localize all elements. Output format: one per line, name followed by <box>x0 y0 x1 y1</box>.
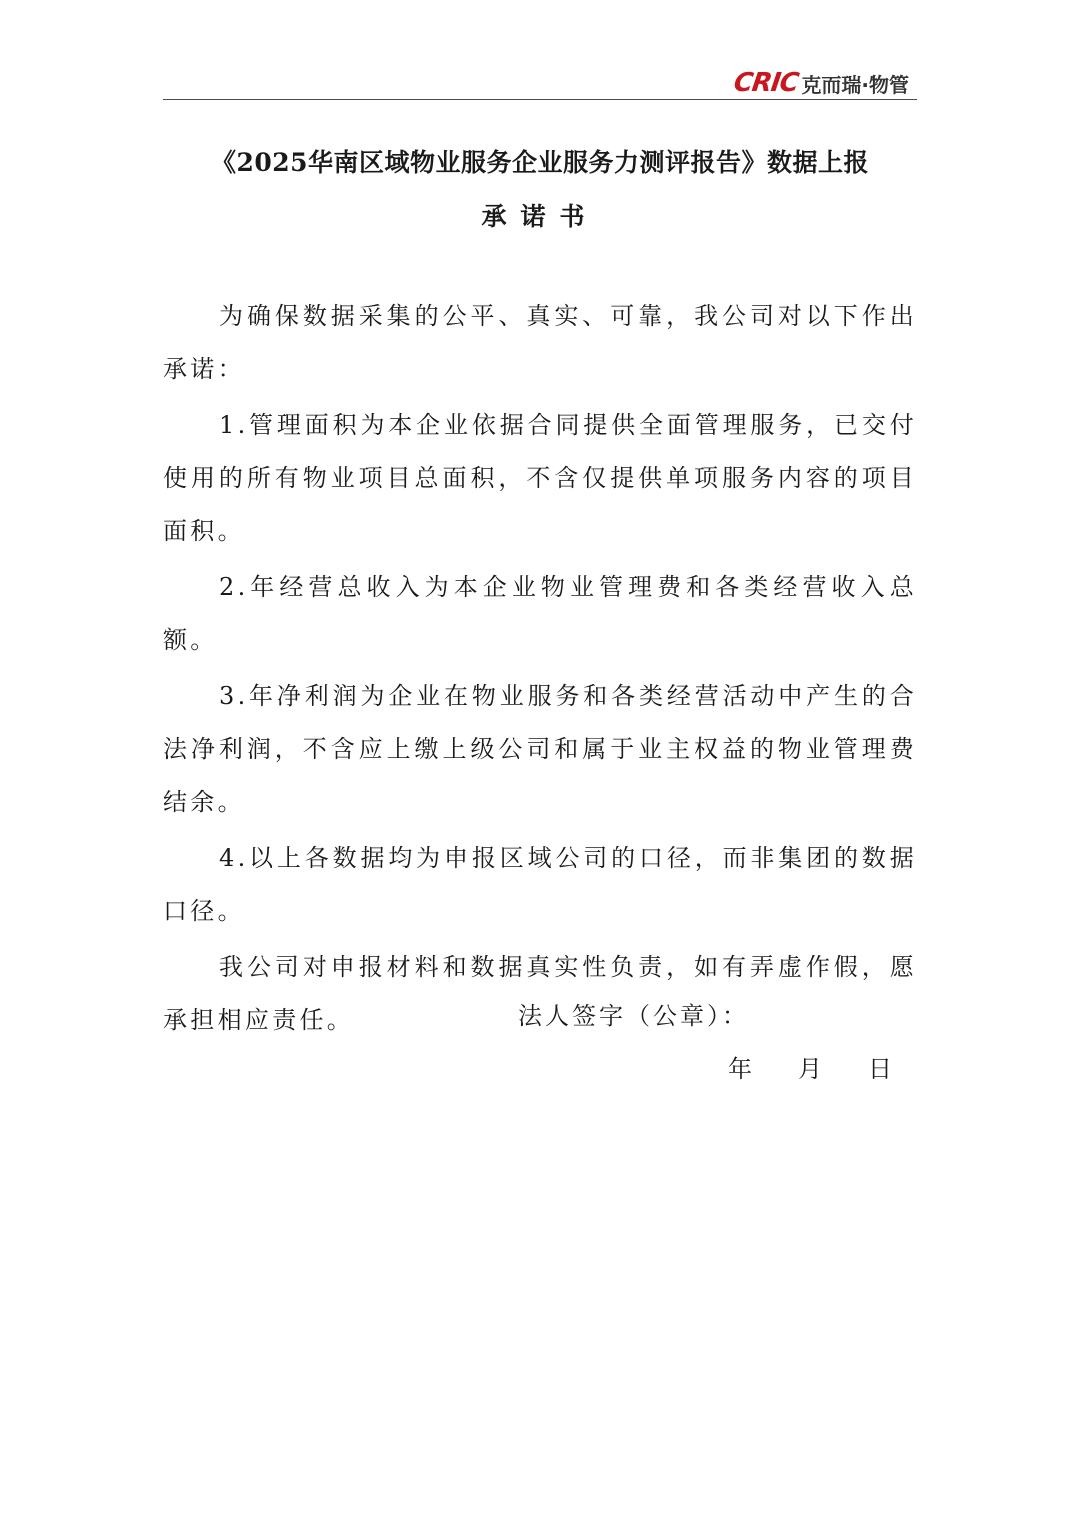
paragraph-item-2: 2.年经营总收入为本企业物业管理费和各类经营收入总额。 <box>163 573 917 654</box>
paragraph-item-4: 4.以上各数据均为申报区域公司的口径，而非集团的数据口径。 <box>163 844 917 925</box>
page-header <box>163 62 917 100</box>
paragraph-intro: 为确保数据采集的公平、真实、可靠，我公司对以下作出承诺： <box>163 302 917 383</box>
cric-logo <box>731 68 909 98</box>
paragraph-item-3: 3.年净利润为企业在物业服务和各类经营活动中产生的合法净利润，不含应上缴上级公司和属于业主权益的物业管理费结余。 <box>163 682 917 816</box>
date-day-label: 日 <box>868 1055 892 1083</box>
date-line <box>728 1049 892 1084</box>
signature-label: 法人签字（公章）： <box>518 1002 749 1030</box>
document-body <box>163 290 917 1050</box>
document-title: 《2025华南区域物业服务企业服务力测评报告》数据上报 <box>210 148 870 177</box>
date-year-label: 年 <box>728 1055 752 1083</box>
paragraph-closing: 我公司对申报材料和数据真实性负责，如有弄虚作假，愿承担相应责任。 <box>163 953 917 1034</box>
logo-latin-text: CRIC <box>731 68 800 98</box>
header-divider <box>163 99 917 100</box>
logo-chinese-text: 克而瑞·物管 <box>801 72 909 97</box>
document-subtitle: 承诺书 <box>481 202 599 231</box>
paragraph-item-1: 1.管理面积为本企业依据合同提供全面管理服务，已交付使用的所有物业项目总面积，不含仅提供单项服务内容的项目面积。 <box>163 411 917 545</box>
date-month-label: 月 <box>798 1055 822 1083</box>
